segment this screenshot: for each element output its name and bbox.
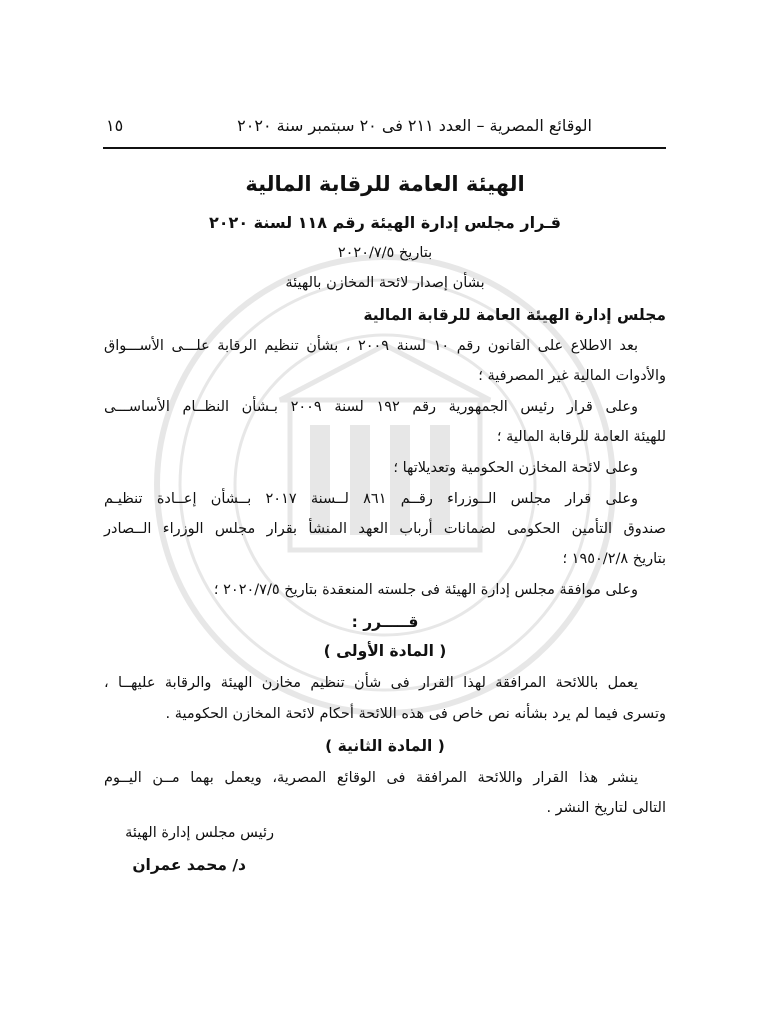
paragraph-line: ينشر هذا القرار واللائحة المرافقة فى الوقائع المصرية، ويعمل بهما مــن اليــوم — [104, 770, 638, 786]
article2-heading: ( المادة الثانية ) — [325, 737, 445, 755]
publication-line: الوقائع المصرية – العدد ٢١١ فى ٢٠ سبتمبر سنة ٢٠٢٠ — [237, 116, 592, 135]
paragraph-line: والأدوات المالية غير المصرفية ؛ — [478, 368, 666, 384]
paragraph-line: وعلى لائحة المخازن الحكومية وتعديلاتها ؛ — [393, 460, 638, 476]
paragraph-line: وعلى موافقة مجلس إدارة الهيئة فى جلسته المنعقدة بتاريخ ٢٠٢٠/٧/٥ ؛ — [213, 582, 638, 598]
paragraph-line: بتاريخ ١٩٥٠/٢/٨ ؛ — [562, 551, 666, 567]
paragraph-line: بعد الاطلاع على القانون رقم ١٠ لسنة ٢٠٠٩ ، بشأن تنظيم الرقابة علـــى الأســـواق — [104, 338, 638, 354]
paragraph-line: وتسرى فيما لم يرد بشأنه نص خاص فى هذه اللائحة أحكام لائحة المخازن الحكومية . — [165, 706, 666, 722]
decision-word: قـــــرر : — [351, 613, 419, 631]
decision-subject: بشأن إصدار لائحة المخازن بالهيئة — [285, 275, 485, 291]
paragraph-line: التالى لتاريخ النشر . — [546, 800, 666, 816]
signature-name: د/ محمد عمران — [132, 856, 246, 874]
page-number: ١٥ — [106, 116, 124, 135]
paragraph-line: وعلى قرار مجلس الــوزراء رقــم ٨٦١ لــسنة ٢٠١٧ بــشأن إعــادة تنظيـم — [104, 491, 639, 507]
board-heading: مجلس إدارة الهيئة العامة للرقابة المالية — [363, 306, 666, 324]
decision-title: قـرار مجلس إدارة الهيئة رقم ١١٨ لسنة ٢٠٢٠ — [209, 213, 561, 232]
header-rule — [103, 147, 666, 149]
paragraph-line: صندوق التأمين الحكومى لضمانات أرباب العهد المنشأ بقرار مجلس الوزراء الــصادر — [104, 521, 666, 537]
signature-title: رئيس مجلس إدارة الهيئة — [125, 825, 274, 841]
page-header — [104, 112, 666, 142]
paragraph-line: للهيئة العامة للرقابة المالية ؛ — [496, 429, 666, 445]
decision-date: بتاريخ ٢٠٢٠/٧/٥ — [337, 245, 433, 261]
paragraph-line: وعلى قرار رئيس الجمهورية رقم ١٩٢ لسنة ٢٠٠٩ بـشأن النظــام الأساســـى — [104, 399, 638, 415]
paragraph-line: يعمل باللائحة المرافقة لهذا القرار فى شأن تنظيم مخازن الهيئة والرقابة عليهــا ، — [104, 675, 638, 691]
article1-heading: ( المادة الأولى ) — [323, 642, 447, 660]
authority-title: الهيئة العامة للرقابة المالية — [245, 172, 525, 196]
